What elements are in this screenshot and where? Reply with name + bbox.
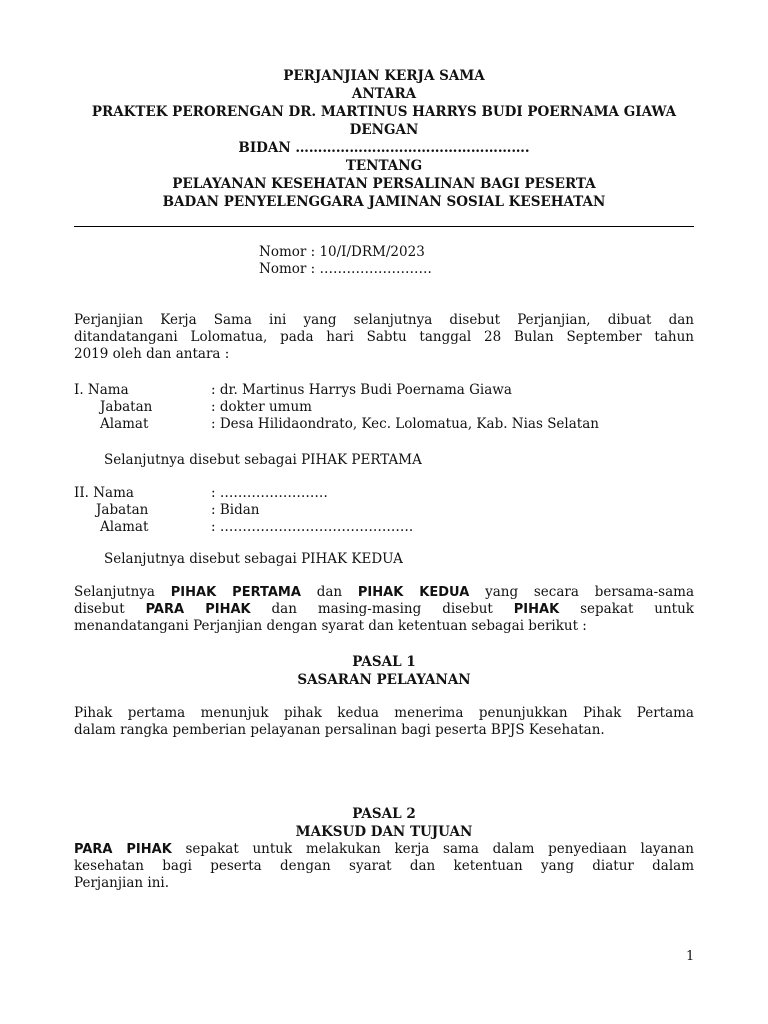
title-line: BIDAN ……………………………………………. <box>238 140 530 156</box>
pasal-1-heading <box>74 653 694 689</box>
intro-paragraph <box>74 312 694 363</box>
document-number <box>259 244 432 278</box>
document-title <box>74 67 694 211</box>
field-label: I. Nama <box>74 382 129 398</box>
title-line: TENTANG <box>345 158 423 174</box>
nomor-line: Nomor : ……………………. <box>259 261 432 277</box>
title-line: DENGAN <box>349 122 419 138</box>
title-line: PRAKTEK PERORENGAN DR. MARTINUS HARRYS BUDI POERNAMA GIAWA <box>91 104 677 120</box>
agreement-paragraph <box>74 584 694 635</box>
field-value: : ……………………………………. <box>211 519 414 535</box>
pasal-1-line: Pihak pertama menunjuk pihak kedua menerima penunjukkan Pihak Pertama <box>74 705 694 721</box>
pasal-title: MAKSUD DAN TUJUAN <box>295 824 473 840</box>
pasal-number: PASAL 2 <box>352 806 416 822</box>
field-value: : Desa Hilidaondrato, Kec. Lolomatua, Kab. Nias Selatan <box>211 416 599 432</box>
agreement-line: menandatangani Perjanjian dengan syarat dan ketentuan sebagai berikut : <box>74 618 587 634</box>
field-label: Alamat <box>100 416 149 432</box>
party-first-designation: Selanjutnya disebut sebagai PIHAK PERTAMA <box>104 452 422 468</box>
intro-line: 2019 oleh dan antara : <box>74 346 230 362</box>
pasal-2-line: kesehatan bagi peserta dengan syarat dan ketentuan yang diatur dalam <box>74 858 694 874</box>
party-second-jabatan-row <box>74 502 714 519</box>
pasal-2-line: PARA PIHAK sepakat untuk melakukan kerja sama dalam penyediaan layanan <box>74 841 694 857</box>
title-line: PERJANJIAN KERJA SAMA <box>283 68 485 84</box>
field-value: : dr. Martinus Harrys Budi Poernama Giawa <box>211 382 512 398</box>
party-second-alamat-row <box>74 519 714 536</box>
field-value: : …………………… <box>211 485 328 501</box>
party-first <box>74 382 714 433</box>
party-second <box>74 485 714 536</box>
nomor-line: Nomor : 10/I/DRM/2023 <box>259 244 425 260</box>
intro-line: ditandatangani Lolomatua, pada hari Sabtu tanggal 28 Bulan September tahun <box>74 329 694 345</box>
field-label: II. Nama <box>74 485 134 501</box>
header-divider <box>74 226 694 227</box>
page-number: 1 <box>686 949 695 964</box>
pasal-2-line: Perjanjian ini. <box>74 875 170 891</box>
party-first-alamat-row <box>74 416 714 433</box>
pasal-1-body <box>74 705 694 739</box>
title-line: ANTARA <box>351 86 417 102</box>
field-value: : dokter umum <box>211 399 312 415</box>
agreement-line: Selanjutnya PIHAK PERTAMA dan PIHAK KEDUA yang secara bersama-sama <box>74 584 694 600</box>
party-second-name-row <box>74 485 714 502</box>
field-label: Alamat <box>100 519 149 535</box>
party-first-name-row <box>74 382 714 399</box>
field-value: : Bidan <box>211 502 260 518</box>
party-first-jabatan-row <box>74 399 714 416</box>
title-line: BADAN PENYELENGGARA JAMINAN SOSIAL KESEHATAN <box>162 194 606 210</box>
title-line: PELAYANAN KESEHATAN PERSALINAN BAGI PESERTA <box>172 176 596 192</box>
intro-line: Perjanjian Kerja Sama ini yang selanjutnya disebut Perjanjian, dibuat dan <box>74 312 694 328</box>
pasal-number: PASAL 1 <box>352 654 416 670</box>
agreement-line: disebut PARA PIHAK dan masing-masing disebut PIHAK sepakat untuk <box>74 601 694 617</box>
field-label: Jabatan <box>96 502 149 518</box>
field-label: Jabatan <box>100 399 153 415</box>
pasal-2-heading <box>74 805 694 841</box>
party-second-designation: Selanjutnya disebut sebagai PIHAK KEDUA <box>104 551 403 567</box>
pasal-title: SASARAN PELAYANAN <box>297 672 471 688</box>
pasal-1-line: dalam rangka pemberian pelayanan persalinan bagi peserta BPJS Kesehatan. <box>74 722 605 738</box>
pasal-2-body <box>74 841 694 892</box>
